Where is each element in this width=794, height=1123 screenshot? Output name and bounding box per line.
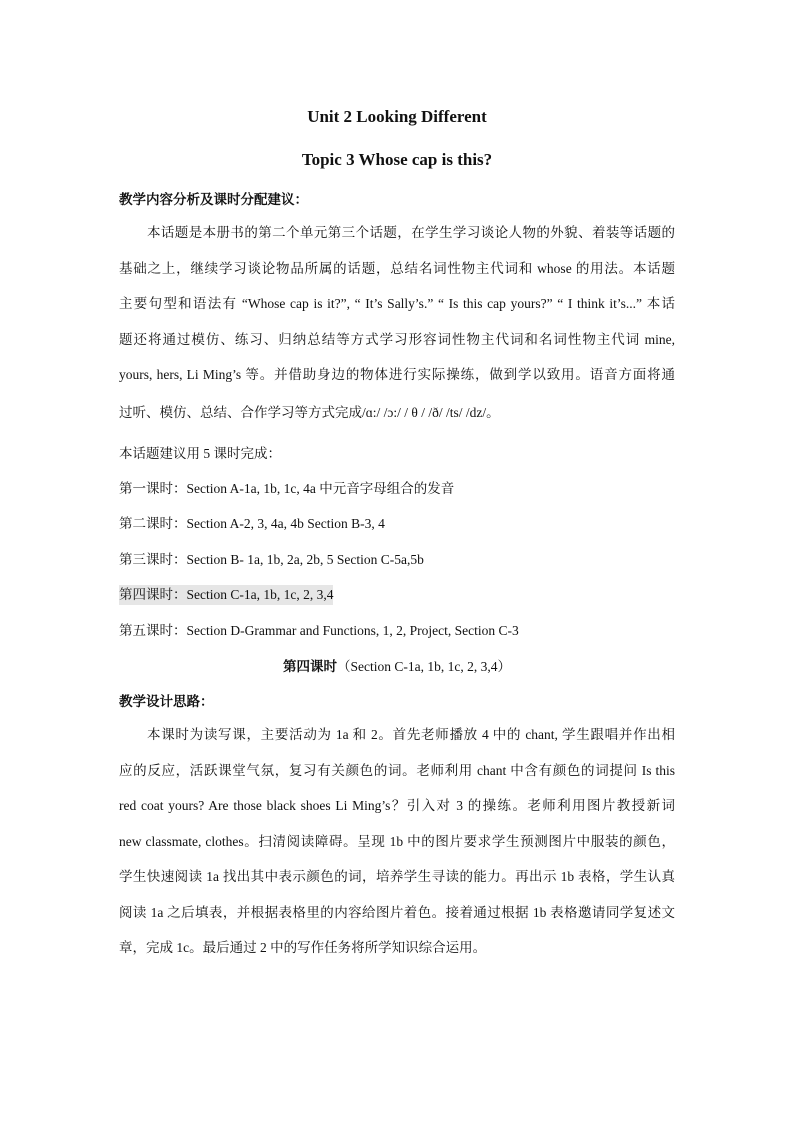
unit-title: Unit 2 Looking Different (307, 107, 487, 126)
schedule-item: 第五课时：Section D-Grammar and Functions, 1, 2, Project, Section C-3 (119, 623, 519, 638)
lesson-heading (0, 655, 794, 675)
analysis-heading: 教学内容分析及课时分配建议： (119, 192, 308, 207)
lesson-heading-bold: 第四课时 (283, 659, 337, 674)
design-line: 章，完成 1c。最后通过 2 中的写作任务将所学知识综合运用。 (119, 940, 487, 955)
design-line: 本课时为读写课，主要活动为 1a 和 2。首先老师播放 4 中的 chant, 学生跟唱并作出相 (147, 727, 675, 742)
schedule-item: 第一课时：Section A-1a, 1b, 1c, 4a 中元音字母组合的发音 (119, 481, 455, 496)
design-paragraph (119, 717, 675, 966)
schedule-item: 第二课时：Section A-2, 3, 4a, 4b Section B-3, 4 (119, 516, 385, 531)
analysis-line: 过听、模仿、总结、合作学习等方式完成/ɑ:/ /ɔ:/ / θ / /ð/ /ts/ /dz/。 (119, 404, 500, 420)
schedule-intro: 本话题建议用 5 课时完成： (119, 446, 281, 461)
analysis-line: 主要句型和语法有 “Whose cap is it?”, “ It’s Sally’s.” “ Is this cap yours?” “ I think it’s...” 本话 (119, 296, 675, 311)
topic-title: Topic 3 Whose cap is this? (301, 150, 493, 169)
design-line: 阅读 1a 之后填表，并根据表格里的内容给图片着色。接着通过根据 1b 表格邀请同学复述文 (119, 904, 675, 920)
analysis-line: yours, hers, Li Ming’s 等。并借助身边的物体进行实际操练，做到学以致用。语音方面将通 (119, 367, 675, 382)
schedule-item-highlighted (119, 583, 333, 603)
lesson-heading-sections: （Section C-1a, 1b, 1c, 2, 3,4） (337, 659, 511, 674)
design-line: new classmate, clothes。扫清阅读障碍。呈现 1b 中的图片要求学生预测图片中服装的颜色， (119, 833, 675, 849)
analysis-line: 本话题是本册书的第二个单元第三个话题，在学生学习谈论人物的外貌、着装等话题的 (147, 225, 675, 240)
design-heading: 教学设计思路： (119, 694, 214, 709)
analysis-line: 基础之上，继续学习谈论物品所属的话题，总结名词性物主代词和 whose 的用法。本话题 (119, 260, 675, 276)
highlighted-text: 第四课时：Section C-1a, 1b, 1c, 2, 3,4 (119, 585, 333, 605)
design-line: 应的反应，活跃课堂气氛，复习有关颜色的词。老师利用 chant 中含有颜色的词提问 Is this (119, 762, 675, 778)
schedule-item: 第三课时：Section B- 1a, 1b, 2a, 2b, 5 Section C-5a,5b (119, 552, 424, 567)
analysis-line: 题还将通过模仿、练习、归纳总结等方式学习形容词性物主代词和名词性物主代词 mine, (119, 331, 675, 347)
analysis-paragraph (119, 215, 675, 430)
design-line: red coat yours? Are those black shoes Li Ming’s？引入对 3 的操练。老师利用图片教授新词 (119, 798, 675, 813)
design-line: 学生快速阅读 1a 找出其中表示颜色的词，培养学生寻读的能力。再出示 1b 表格，学生认真 (119, 869, 675, 884)
